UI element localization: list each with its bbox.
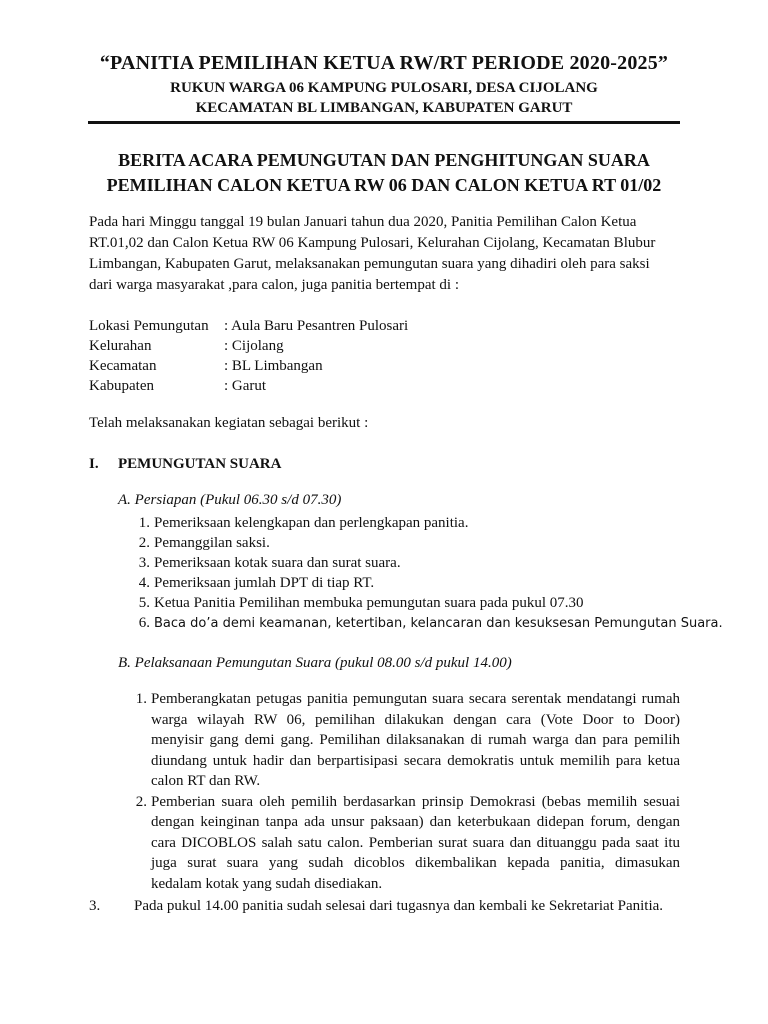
list-text-line: Pemberian suara oleh pemilih berdasarkan prinsip Demokrasi (bebas memilih sesuai [151,793,680,810]
intro-line: Limbangan, Kabupaten Garut, melaksanakan pemungutan suara yang dihadiri oleh para saksi [89,256,650,272]
list-item [118,533,723,553]
list-text: Pada pukul 14.00 panitia sudah selesai dari tugasnya dan kembali ke Sekretariat Panitia. [134,898,664,914]
location-row [89,356,323,376]
list-item [118,573,723,593]
intro-line: RT.01,02 dan Calon Ketua RW 06 Kampung Pulosari, Kelurahan Cijolang, Kecamatan Blubur [89,235,656,251]
committee-address-line2: KECAMATAN BL LIMBANGAN, KABUPATEN GARUT [195,100,573,116]
location-label: Lokasi Pemungutan [89,318,209,334]
list-text: Pemeriksaan kotak suara dan surat suara. [154,555,401,571]
header-divider [88,121,680,124]
document-title-line2: PEMILIHAN CALON KETUA RW 06 DAN CALON KETUA RT 01/02 [106,175,662,195]
list-item [118,689,680,792]
section-number: I. [89,456,99,472]
list-item [118,593,723,613]
location-label: Kelurahan [89,338,152,354]
list-text-line: dengan keinginan tanpa ada unsur paksaan) dan keterbukaan didepan forum, dengan [151,814,680,830]
subsection-a-heading: A. Persiapan (Pukul 06.30 s/d 07.30) [118,492,342,508]
intro-paragraph [89,212,689,296]
location-value: : Aula Baru Pesantren Pulosari [224,318,409,334]
list-text-line: calon RT dan RW. [151,773,261,789]
location-value: : Garut [224,378,267,394]
list-number: 1. [138,515,150,531]
list-text: Ketua Panitia Pemilihan membuka pemungutan suara pada pukul 07.30 [154,595,584,611]
list-text-line: juga surat suara yang sudah dicoblos dikembalikan kepada panitia, dimasukan [151,855,680,871]
list-number: 1. [135,691,147,707]
list-item [118,613,723,634]
list-number: 2. [135,793,147,810]
subsection-b-heading: B. Pelaksanaan Pemungutan Suara (pukul 08.00 s/d pukul 14.00) [118,655,512,671]
list-text-line: Pemberangkatan petugas panitia pemungutan suara secara serentak mendatangi rumah [151,691,680,707]
list-item [118,792,680,895]
list-text-line: diundang untuk hadir dan berpartisipasi secara demokratis untuk memilih para ketua [151,752,680,769]
location-value: : Cijolang [224,338,284,354]
list-text-line: menyisir gang demi gang. Pemilihan dilaksanakan di rumah warga dan para pemilih [151,732,680,748]
list-text: Pemanggilan saksi. [154,535,270,551]
list-text: Baca do’a demi keamanan, ketertiban, kelancaran dan kesuksesan Pemungutan Suara. [154,616,723,631]
list-item [118,513,723,533]
list-number: 2. [138,535,150,551]
list-text-line: warga wilayah RW 06, pemilihan dilakukan dengan cara (Vote Door to Door) [151,711,680,728]
list-number: 3. [89,898,101,914]
activities-intro: Telah melaksanakan kegiatan sebagai berikut : [89,415,369,431]
list-text: Pemeriksaan kelengkapan dan perlengkapan panitia. [154,515,469,531]
list-number: 5. [138,595,150,611]
list-number: 3. [138,555,150,571]
list-number: 6. [138,615,150,631]
preparation-list [118,513,723,634]
location-row [89,316,408,336]
document-title-line1: BERITA ACARA PEMUNGUTAN DAN PENGHITUNGAN SUARA [118,150,650,170]
section-title: PEMUNGUTAN SUARA [118,456,282,472]
intro-line: dari warga masyarakat ,para calon, juga panitia bertempat di : [89,277,459,293]
committee-title: “PANITIA PEMILIHAN KETUA RW/RT PERIODE 2020-2025” [99,52,669,74]
list-item [118,553,723,573]
location-label: Kecamatan [89,358,157,374]
list-text-line: cara DICOBLOS salah satu calon. Pemberian surat suara dan dituanggu pada saat itu [151,834,680,851]
list-text-line: kedalam kotak yang sudah disediakan. [151,875,383,892]
location-label: Kabupaten [89,378,154,394]
execution-list [118,689,680,894]
location-value: : BL Limbangan [224,358,323,374]
location-row [89,336,284,356]
list-text: Pemeriksaan jumlah DPT di tiap RT. [154,575,375,591]
location-row [89,376,266,396]
list-number: 4. [138,575,150,591]
intro-line: Pada hari Minggu tanggal 19 bulan Januari tahun dua 2020, Panitia Pemilihan Calon Ketua [89,214,637,230]
committee-address-line1: RUKUN WARGA 06 KAMPUNG PULOSARI, DESA CIJOLANG [170,80,598,96]
